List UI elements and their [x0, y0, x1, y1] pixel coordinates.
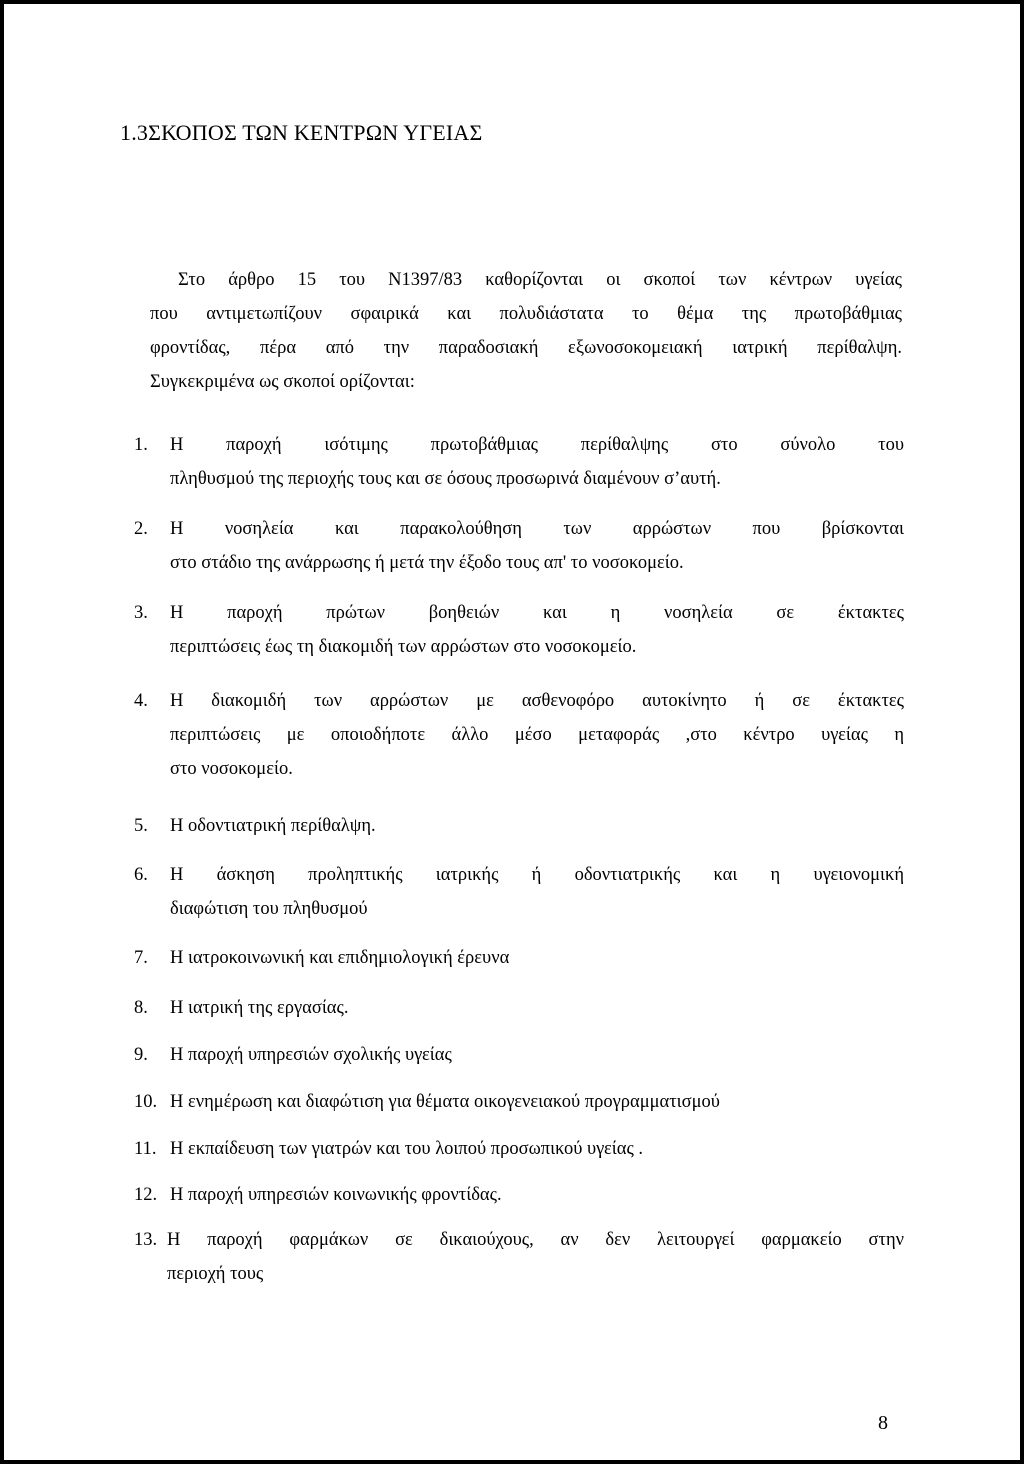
list-item-text [170, 1085, 904, 1119]
list-item-line: περιπτώσεις έως τη διακομιδή των αρρώστων στο νοσοκομείο. [170, 637, 637, 657]
intro-line: Συγκεκριμένα ως σκοποί ορίζονται: [150, 372, 415, 392]
list-item-text [170, 1038, 904, 1072]
list-item-line: διαφώτιση του πληθυσμού [170, 899, 368, 919]
list-item-number: 6. [134, 865, 148, 885]
section-heading: 1.3ΣΚΟΠΟΣ ΤΩΝ ΚΕΝΤΡΩΝ ΥΓΕΙΑΣ [120, 120, 483, 145]
intro-line: Στο άρθρο 15 του Ν1397/83 καθορίζονται οι σκοποί των κέντρων υγείας [178, 270, 902, 290]
list-item-line: Η οδοντιατρική περίθαλψη. [170, 816, 376, 836]
list-item-text [170, 1132, 904, 1166]
list-item [134, 1223, 904, 1291]
list-item-text [170, 858, 904, 926]
list-item-line: Η ιατροκοινωνική και επιδημιολογική έρευνα [170, 948, 510, 968]
list-item [134, 1178, 904, 1212]
list-item-line: Η εκπαίδευση των γιατρών και του λοιπού προσωπικού υγείας . [170, 1139, 644, 1159]
list-item [134, 1132, 904, 1166]
list-item [134, 941, 904, 975]
list-item [134, 684, 904, 786]
list-item-number: 5. [134, 816, 148, 836]
list-item-number: 12. [134, 1185, 158, 1205]
list-item-number: 7. [134, 948, 148, 968]
list-item-line: στο στάδιο της ανάρρωσης ή μετά την έξοδο τους απ' το νοσοκομείο. [170, 553, 684, 573]
list-item-number: 3. [134, 603, 148, 623]
list-item-line: Η παροχή φαρμάκων σε δικαιούχους, αν δεν λειτουργεί φαρμακείο στην [167, 1230, 904, 1250]
list-item [134, 1085, 904, 1119]
list-item-line: Η άσκηση προληπτικής ιατρικής ή οδοντιατρικής και η υγειονομική [170, 865, 904, 885]
list-item [134, 512, 904, 580]
list-item-line: Η νοσηλεία και παρακολούθηση των αρρώστων που βρίσκονται [170, 519, 904, 539]
list-item [134, 428, 904, 496]
list-item-text [170, 809, 904, 843]
list-item-line: Η ενημέρωση και διαφώτιση για θέματα οικογενειακού προγραμματισμού [170, 1092, 720, 1112]
list-item-text [170, 1178, 904, 1212]
page-number: 8 [878, 1412, 888, 1434]
list-item-number: 1. [134, 435, 148, 455]
list-item [134, 858, 904, 926]
list-item [134, 809, 904, 843]
list-item [134, 1038, 904, 1072]
list-item-line: στο νοσοκομείο. [170, 759, 293, 779]
list-item [134, 596, 904, 664]
list-item-line: Η παροχή υπηρεσιών σχολικής υγείας [170, 1045, 452, 1065]
list-item-line: Η παροχή πρώτων βοηθειών και η νοσηλεία σε έκτακτες [170, 603, 904, 623]
intro-paragraph [150, 263, 902, 399]
intro-line: που αντιμετωπίζουν σφαιρικά και πολυδιάστατα το θέμα της πρωτοβάθμιας [150, 304, 902, 324]
list-item-line: περιοχή τους [167, 1264, 264, 1284]
list-item-line: Η διακομιδή των αρρώστων με ασθενοφόρο αυτοκίνητο ή σε έκτακτες [170, 691, 904, 711]
list-item-text [170, 941, 904, 975]
list-item-text [170, 991, 904, 1025]
list-item-text [167, 1223, 904, 1291]
list-item-number: 11. [134, 1139, 157, 1159]
list-item-line: πληθυσμού της περιοχής τους και σε όσους προσωρινά διαμένουν σ’αυτή. [170, 469, 721, 489]
list-item-number: 9. [134, 1045, 148, 1065]
intro-line: φροντίδας, πέρα από την παραδοσιακή εξωνοσοκομειακή ιατρική περίθαλψη. [150, 338, 902, 358]
list-item-line: Η παροχή ισότιμης πρωτοβάθμιας περίθαλψης στο σύνολο του [170, 435, 904, 455]
list-item [134, 991, 904, 1025]
list-item-line: Η παροχή υπηρεσιών κοινωνικής φροντίδας. [170, 1185, 502, 1205]
list-item-line: περιπτώσεις με οποιοδήποτε άλλο μέσο μεταφοράς ,στο κέντρο υγείας η [170, 725, 904, 745]
list-item-text [170, 684, 904, 786]
list-item-number: 4. [134, 691, 148, 711]
list-item-text [170, 428, 904, 496]
list-item-number: 8. [134, 998, 148, 1018]
list-item-number: 10. [134, 1092, 158, 1112]
list-item-text [170, 512, 904, 580]
list-item-text [170, 596, 904, 664]
list-item-number: 13. [134, 1230, 158, 1250]
list-item-number: 2. [134, 519, 148, 539]
list-item-line: Η ιατρική της εργασίας. [170, 998, 349, 1018]
